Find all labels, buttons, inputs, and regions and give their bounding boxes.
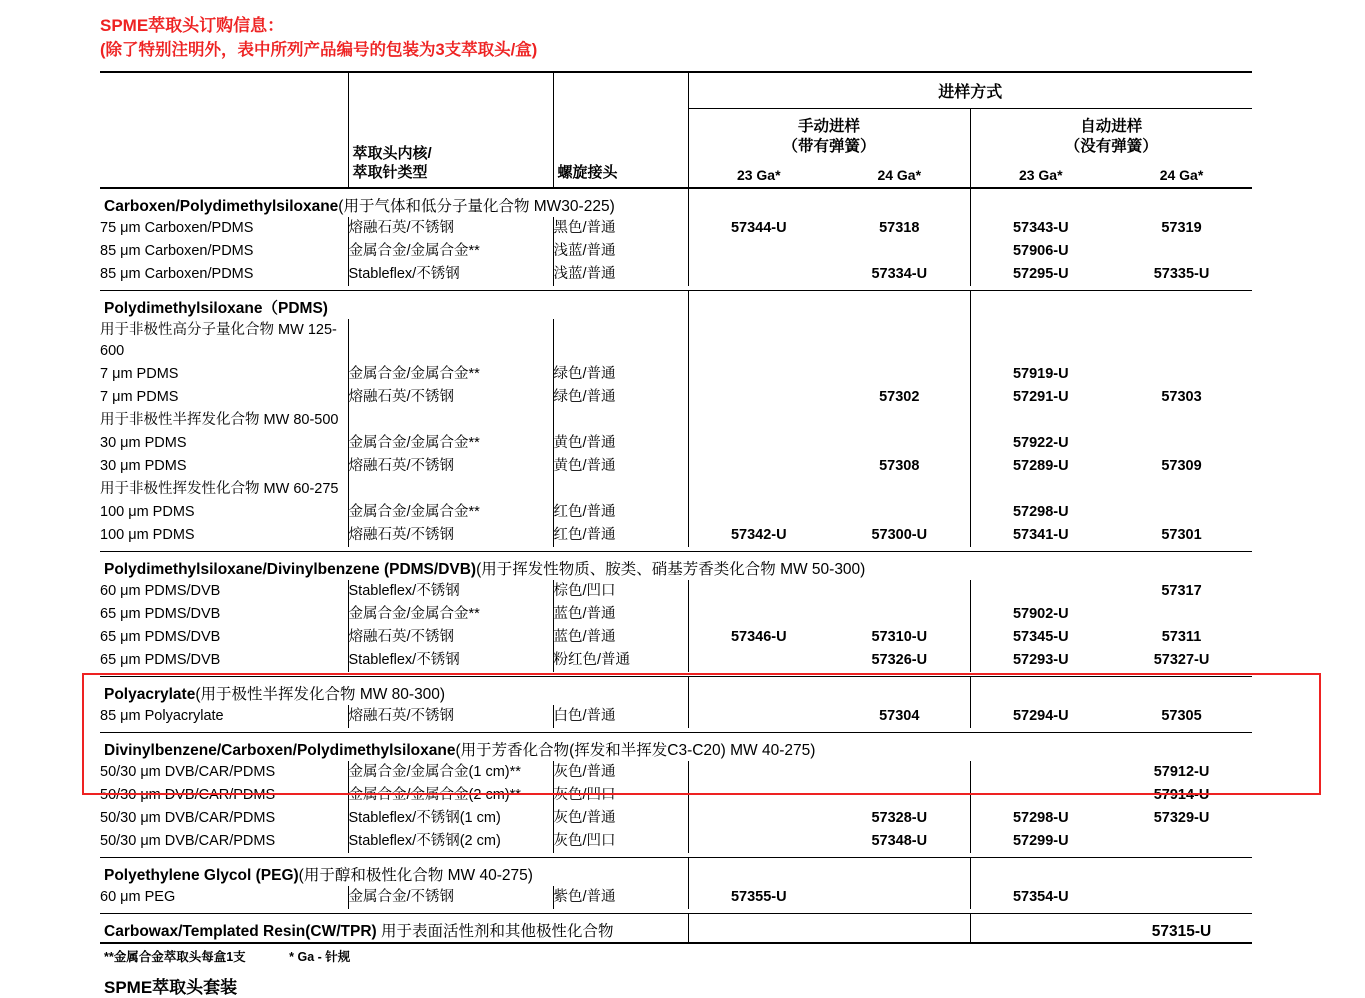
section-title-spme-kit: SPME萃取头套装 (104, 978, 238, 998)
row-auto-23ga: 57298-U (970, 501, 1111, 524)
row-manual-24ga (829, 432, 970, 455)
row-auto-23ga: 57291-U (970, 386, 1111, 409)
row-description: 7 μm PDMS (100, 388, 179, 405)
page-title (100, 14, 1265, 63)
row-manual-23ga (688, 830, 829, 853)
row-ferrule: 红色/普通 (553, 524, 688, 547)
row-description: 100 μm PDMS (100, 504, 195, 521)
group-heading-rest: (用于气体和低分子量化合物 MW30-225) (338, 197, 615, 215)
row-auto-24ga (1111, 319, 1252, 363)
row-auto-24ga (1111, 603, 1252, 626)
table-bottom-rule (100, 942, 1252, 943)
group-heading-dvb-car-pdms (100, 733, 1252, 762)
row-auto-23ga (970, 580, 1111, 603)
table-row (100, 386, 1252, 409)
row-manual-24ga (829, 603, 970, 626)
table-row (100, 455, 1252, 478)
header-cell-injection-mode: 进样方式 (688, 72, 1252, 109)
row-auto-24ga: 57301 (1161, 527, 1202, 544)
row-manual-24ga: 57302 (879, 388, 920, 405)
row-core: 金属合金/金属合金** (348, 363, 553, 386)
row-auto-24ga: 57319 (1161, 219, 1202, 236)
table-row (100, 626, 1252, 649)
row-ferrule: 棕色/凹口 (553, 580, 688, 603)
row-manual-23ga (688, 409, 829, 432)
row-manual-23ga: 57355-U (688, 886, 829, 909)
row-manual-23ga: 57344-U (688, 217, 829, 240)
row-auto-23ga: 57922-U (970, 432, 1111, 455)
spme-ordering-table (100, 71, 1252, 945)
row-ferrule: 白色/普通 (553, 705, 688, 728)
row-description: 50/30 μm DVB/CAR/PDMS (100, 764, 276, 781)
row-auto-23ga (970, 409, 1111, 432)
row-manual-23ga (688, 478, 829, 501)
row-description: 30 μm PDMS (100, 457, 187, 474)
table-row (100, 603, 1252, 626)
row-manual-24ga: 57318 (879, 219, 920, 236)
row-auto-23ga: 57919-U (970, 363, 1111, 386)
row-manual-24ga (829, 478, 970, 501)
row-manual-24ga: 57328-U (871, 810, 928, 827)
row-manual-24ga (829, 784, 970, 807)
row-manual-24ga (829, 886, 970, 909)
row-core: 金属合金/金属合金** (348, 432, 553, 455)
row-description: 60 μm PEG (100, 889, 176, 906)
row-description: 60 μm PDMS/DVB (100, 583, 221, 600)
row-core: Stableflex/不锈钢(1 cm) (348, 807, 553, 830)
row-description: 65 μm PDMS/DVB (100, 652, 221, 669)
row-auto-24ga (1111, 501, 1252, 524)
row-core: 熔融石英/不锈钢 (348, 626, 553, 649)
table-row (100, 705, 1252, 728)
row-manual-24ga (829, 240, 970, 263)
row-ferrule: 蓝色/普通 (553, 603, 688, 626)
row-ferrule: 绿色/普通 (553, 386, 688, 409)
row-ferrule (553, 409, 688, 432)
row-auto-23ga (970, 478, 1111, 501)
table-row (100, 319, 1252, 363)
footnote-metal-alloy: **金属合金萃取头每盒1支 (104, 950, 246, 965)
row-description: 100 μm PDMS (100, 527, 195, 544)
table-row (100, 784, 1252, 807)
header-cell-auto: 自动进样 （没有弹簧） (970, 108, 1252, 163)
row-manual-23ga (688, 603, 829, 626)
row-core: 熔融石英/不锈钢 (348, 705, 553, 728)
row-core: Stableflex/不锈钢(2 cm) (348, 830, 553, 853)
row-ferrule: 浅蓝/普通 (553, 240, 688, 263)
row-auto-24ga: 57311 (1161, 629, 1202, 646)
row-auto-24ga (1111, 363, 1252, 386)
row-auto-24ga (1111, 478, 1252, 501)
row-description: 50/30 μm DVB/CAR/PDMS (100, 833, 276, 850)
group-heading-rest: 用于表面活性剂和其他极性化合物 (376, 923, 614, 941)
row-description: 65 μm PDMS/DVB (100, 629, 221, 646)
row-manual-24ga: 57300-U (871, 527, 928, 544)
group-heading-pdms-dvb (100, 552, 1252, 581)
row-manual-23ga (688, 705, 829, 728)
table-row (100, 409, 1252, 432)
table-row (100, 240, 1252, 263)
header-cell-ferrule: 螺旋接头 (553, 72, 688, 187)
row-manual-24ga: 57304 (879, 708, 920, 725)
row-ferrule: 红色/普通 (553, 501, 688, 524)
group-heading-bold: Divinylbenzene/Carboxen/Polydimethylsiloxane (104, 742, 456, 760)
table-row (100, 886, 1252, 909)
row-description: 85 μm Carboxen/PDMS (100, 265, 254, 282)
row-manual-23ga (688, 761, 829, 784)
header-cell-manual: 手动进样 （带有弹簧） (688, 108, 970, 163)
row-auto-24ga (1111, 432, 1252, 455)
row-auto-23ga: 57345-U (970, 626, 1111, 649)
row-auto-24ga: 57335-U (1153, 265, 1210, 282)
row-core: 熔融石英/不锈钢 (348, 524, 553, 547)
row-ferrule: 灰色/普通 (553, 807, 688, 830)
row-core (348, 478, 553, 501)
row-manual-24ga (829, 319, 970, 363)
table-row (100, 649, 1252, 672)
row-ferrule: 浅蓝/普通 (553, 263, 688, 286)
row-auto-24ga (1111, 830, 1252, 853)
table-row (100, 263, 1252, 286)
row-manual-24ga (829, 363, 970, 386)
group-heading-bold: Polydimethylsiloxane（PDMS) (104, 299, 328, 317)
group-heading-pdms (100, 290, 1252, 319)
footnote-ga: * Ga - 针规 (289, 950, 351, 965)
page-title-line1: SPME萃取头订购信息： (100, 16, 285, 35)
row-auto-23ga: 57293-U (970, 649, 1111, 672)
row-manual-24ga (829, 914, 970, 943)
row-auto-24ga: 57309 (1161, 457, 1202, 474)
row-auto-24ga: 57329-U (1153, 810, 1210, 827)
table-row (100, 217, 1252, 240)
table-row (100, 501, 1252, 524)
row-core: 金属合金/金属合金** (348, 603, 553, 626)
row-auto-23ga: 57299-U (970, 830, 1111, 853)
row-auto-24ga: 57305 (1161, 708, 1202, 725)
row-auto-24ga: 57303 (1161, 388, 1202, 405)
header-cell-manual-24ga: 24 Ga* (877, 166, 922, 183)
row-ferrule: 绿色/普通 (553, 363, 688, 386)
row-description: 85 μm Carboxen/PDMS (100, 242, 254, 259)
row-auto-24ga: 57315-U (1151, 923, 1212, 941)
row-manual-23ga: 57346-U (688, 626, 829, 649)
row-auto-24ga (1111, 886, 1252, 909)
group-heading-bold: Carboxen/Polydimethylsiloxane (104, 197, 339, 215)
row-manual-23ga (688, 580, 829, 603)
header-cell-auto-24ga: 24 Ga* (1159, 166, 1204, 183)
row-auto-23ga: 57343-U (970, 217, 1111, 240)
group-heading-rest: (用于挥发性物质、胺类、硝基芳香类化合物 MW 50-300) (476, 561, 866, 579)
group-heading-bold: Polyethylene Glycol (PEG) (104, 867, 299, 885)
page-title-line2: (除了特别注明外，表中所列产品编号的包装为3支萃取头/盒) (100, 40, 538, 59)
row-core: Stableflex/不锈钢 (348, 580, 553, 603)
row-auto-23ga: 57295-U (970, 263, 1111, 286)
header-cell-auto-23ga: 23 Ga* (970, 163, 1111, 187)
row-description: 50/30 μm DVB/CAR/PDMS (100, 787, 276, 804)
group-heading-bold: Carbowax/Templated Resin(CW/TPR) (104, 923, 377, 941)
row-auto-24ga: 57912-U (1153, 764, 1210, 781)
row-auto-23ga: 57298-U (970, 807, 1111, 830)
row-core: 熔融石英/不锈钢 (348, 386, 553, 409)
table-header-row-1 (100, 72, 1252, 109)
row-ferrule: 紫色/普通 (553, 886, 688, 909)
row-manual-23ga (688, 784, 829, 807)
row-core: Stableflex/不锈钢 (348, 263, 553, 286)
table-row (100, 363, 1252, 386)
row-core: 熔融石英/不锈钢 (348, 217, 553, 240)
row-manual-23ga (688, 363, 829, 386)
group-heading-bold: Polydimethylsiloxane/Divinylbenzene (PDMS/DVB) (104, 561, 477, 579)
table-row (100, 807, 1252, 830)
row-manual-24ga (829, 580, 970, 603)
row-ferrule: 黄色/普通 (553, 432, 688, 455)
row-core: 熔融石英/不锈钢 (348, 455, 553, 478)
row-ferrule (553, 319, 688, 363)
table-row (100, 524, 1252, 547)
row-auto-24ga: 57914-U (1153, 787, 1210, 804)
row-auto-23ga (970, 914, 1111, 943)
footnotes (100, 947, 1265, 965)
row-auto-24ga (1111, 240, 1252, 263)
table-row (100, 580, 1252, 603)
group-heading-polyacrylate (100, 677, 1252, 706)
row-manual-23ga (688, 432, 829, 455)
row-core: 金属合金/金属合金(2 cm)** (348, 784, 553, 807)
row-manual-24ga: 57348-U (871, 833, 928, 850)
row-ferrule: 黑色/普通 (553, 217, 688, 240)
row-auto-23ga: 57341-U (970, 524, 1111, 547)
row-manual-24ga (829, 409, 970, 432)
row-auto-23ga: 57294-U (970, 705, 1111, 728)
header-cell-core: 萃取头内核/ 萃取针类型 (348, 72, 553, 187)
row-core (348, 319, 553, 363)
table-row (100, 478, 1252, 501)
row-manual-23ga: 57342-U (688, 524, 829, 547)
row-auto-23ga: 57289-U (970, 455, 1111, 478)
row-manual-23ga (688, 386, 829, 409)
group-heading-rest: (用于芳香化合物(挥发和半挥发C3-C20) MW 40-275) (455, 742, 816, 760)
row-auto-23ga: 57906-U (970, 240, 1111, 263)
row-manual-24ga: 57308 (879, 457, 920, 474)
row-core: 金属合金/金属合金** (348, 240, 553, 263)
row-core (348, 409, 553, 432)
row-description: 65 μm PDMS/DVB (100, 606, 221, 623)
row-ferrule: 粉红色/普通 (553, 649, 688, 672)
group-heading-peg (100, 858, 1252, 887)
row-ferrule: 灰色/普通 (553, 761, 688, 784)
row-ferrule: 灰色/凹口 (553, 784, 688, 807)
row-description: 7 μm PDMS (100, 365, 179, 382)
row-ferrule: 蓝色/普通 (553, 626, 688, 649)
row-subheading: 用于非极性半挥发化合物 MW 80-500 (100, 411, 339, 428)
row-description: 30 μm PDMS (100, 434, 187, 451)
header-cell-manual-23ga: 23 Ga* (688, 163, 829, 187)
row-manual-23ga (688, 319, 829, 363)
row-auto-23ga (970, 784, 1111, 807)
row-description: 50/30 μm DVB/CAR/PDMS (100, 810, 276, 827)
row-manual-23ga (688, 240, 829, 263)
row-manual-24ga: 57310-U (871, 629, 928, 646)
row-manual-23ga (688, 649, 829, 672)
row-ferrule: 灰色/凹口 (553, 830, 688, 853)
row-auto-24ga: 57327-U (1153, 652, 1210, 669)
row-subheading: 用于非极性高分子量化合物 MW 125-600 (100, 321, 337, 359)
group-heading-cw-tpr (100, 914, 1252, 943)
row-manual-24ga: 57326-U (871, 652, 928, 669)
row-core: 金属合金/金属合金** (348, 501, 553, 524)
row-manual-23ga (688, 501, 829, 524)
group-heading-bold: Polyacrylate (104, 686, 196, 704)
row-ferrule: 黄色/普通 (553, 455, 688, 478)
row-manual-23ga (688, 455, 829, 478)
row-auto-23ga (970, 319, 1111, 363)
row-ferrule (553, 478, 688, 501)
row-auto-24ga: 57317 (1161, 583, 1202, 600)
group-heading-rest: (用于醇和极性化合物 MW 40-275) (298, 867, 533, 885)
table-row (100, 432, 1252, 455)
row-manual-23ga (688, 807, 829, 830)
row-subheading: 用于非极性挥发性化合物 MW 60-275 (100, 481, 339, 497)
table-row (100, 761, 1252, 784)
row-core: 金属合金/不锈钢 (348, 886, 553, 909)
row-auto-23ga (970, 761, 1111, 784)
row-auto-23ga: 57902-U (970, 603, 1111, 626)
row-auto-24ga (1111, 409, 1252, 432)
row-description: 75 μm Carboxen/PDMS (100, 219, 254, 236)
row-manual-23ga (688, 914, 829, 943)
group-heading-carboxen-pdms (100, 188, 1252, 217)
group-heading-rest: (用于极性半挥发化合物 MW 80-300) (195, 686, 446, 704)
row-auto-23ga: 57354-U (970, 886, 1111, 909)
header-cell-description (100, 72, 348, 187)
row-manual-24ga (829, 501, 970, 524)
row-core: 金属合金/金属合金(1 cm)** (348, 761, 553, 784)
row-manual-23ga (688, 263, 829, 286)
row-description: 85 μm Polyacrylate (100, 708, 224, 725)
row-core: Stableflex/不锈钢 (348, 649, 553, 672)
table-row (100, 830, 1252, 853)
row-manual-24ga (829, 761, 970, 784)
row-manual-24ga: 57334-U (871, 265, 928, 282)
